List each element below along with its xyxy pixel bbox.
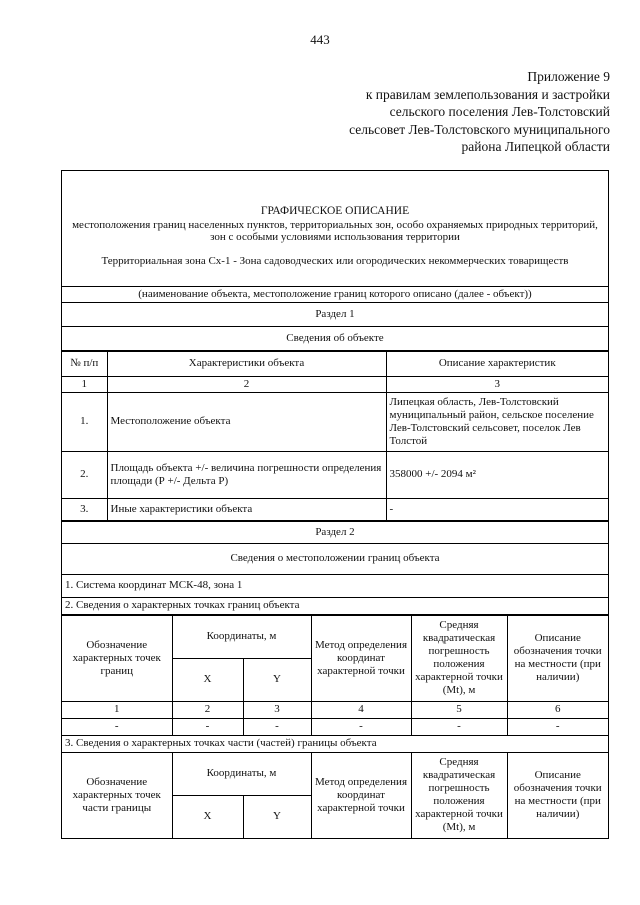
boundary-points-table <box>62 615 608 839</box>
col-header-error: Средняя квадратическая погрешность положения характерной точки (Mt), м <box>411 615 507 701</box>
col-index: 3 <box>386 376 608 392</box>
graphic-description-form <box>61 170 609 839</box>
table-row <box>62 498 608 520</box>
col-header-point-description: Описание обозначения точки на местности (при наличии) <box>507 752 608 838</box>
col-header-x: X <box>172 658 243 701</box>
row-number: 2. <box>62 451 107 498</box>
col-index: 6 <box>507 701 608 718</box>
coordinate-system: 1. Система координат МСК-48, зона 1 <box>62 574 608 597</box>
col-index: 4 <box>311 701 411 718</box>
row-description: 358000 +/- 2094 м² <box>386 451 608 498</box>
table-row <box>62 392 608 451</box>
col-header-method: Метод определения координат характерной точки <box>311 752 411 838</box>
empty-cell: - <box>172 718 243 735</box>
col-header-y: Y <box>243 795 311 838</box>
appendix-line: сельского поселения Лев-Толстовский <box>389 104 610 119</box>
col-index: 1 <box>62 701 172 718</box>
row-number: 1. <box>62 392 107 451</box>
col-index: 3 <box>243 701 311 718</box>
col-header-characteristic: Характеристики объекта <box>107 351 386 376</box>
object-caption: (наименование объекта, местоположение границ которого описано (далее - объект)) <box>62 286 608 302</box>
document-subtitle: местоположения границ населенных пунктов, территориальных зон, особо охраняемых природных территорий, зон с особыми условиями использования территории <box>72 218 598 244</box>
points-section-title: 2. Сведения о характерных точках границ объекта <box>62 597 608 614</box>
appendix-line: к правилам землепользования и застройки <box>365 86 610 102</box>
row-description: Липецкая область, Лев-Толстовский муниципальный район, сельское поселение Лев-Толстовский сельсовет, поселок Лев Толстой <box>386 392 608 451</box>
row-description: - <box>386 498 608 520</box>
col-header-y: Y <box>243 658 311 701</box>
appendix-line: района Липецкой области <box>461 139 610 154</box>
col-header-description: Описание характеристик <box>386 351 608 376</box>
empty-cell: - <box>62 718 172 735</box>
appendix-header <box>349 68 610 156</box>
col-index: 5 <box>411 701 507 718</box>
row-characteristic: Площадь объекта +/- величина погрешности определения площади (Р +/- Дельта Р) <box>107 451 386 498</box>
page-number: 443 <box>310 32 330 47</box>
document-header <box>62 171 608 286</box>
col-index: 2 <box>107 376 386 392</box>
col-header-error: Средняя квадратическая погрешность положения характерной точки (Mt), м <box>411 752 507 838</box>
row-number: 3. <box>62 498 107 520</box>
appendix-line: сельсовет Лев-Толстовского муниципального <box>349 121 610 137</box>
col-header-point-part: Обозначение характерных точек части границы <box>62 752 172 838</box>
section2-subtitle: Сведения о местоположении границ объекта <box>62 543 608 574</box>
col-header-point: Обозначение характерных точек границ <box>62 615 172 701</box>
empty-cell: - <box>243 718 311 735</box>
table-row <box>62 451 608 498</box>
document-title: ГРАФИЧЕСКОЕ ОПИСАНИЕ <box>260 204 410 217</box>
section1-title: Раздел 1 <box>62 302 608 326</box>
table-row <box>62 718 608 735</box>
col-index: 1 <box>62 376 107 392</box>
col-header-method: Метод определения координат характерной точки <box>311 615 411 701</box>
col-header-x: X <box>172 795 243 838</box>
appendix-line: Приложение 9 <box>527 69 610 84</box>
empty-cell: - <box>411 718 507 735</box>
col-header-coordinates: Координаты, м <box>172 752 311 795</box>
col-header-coordinates: Координаты, м <box>172 615 311 658</box>
object-info-table <box>62 351 608 521</box>
col-header-num: № п/п <box>62 351 107 376</box>
parts-section-title: 3. Сведения о характерных точках части (частей) границы объекта <box>62 735 608 752</box>
section2-title: Раздел 2 <box>62 521 608 543</box>
col-index: 2 <box>172 701 243 718</box>
row-characteristic: Иные характеристики объекта <box>107 498 386 520</box>
zone-name: Территориальная зона Сх-1 - Зона садоводческих или огородических некоммерческих товариществ <box>101 254 569 267</box>
header-table <box>62 171 608 351</box>
row-characteristic: Местоположение объекта <box>107 392 386 451</box>
col-header-point-description: Описание обозначения точки на местности (при наличии) <box>507 615 608 701</box>
empty-cell: - <box>311 718 411 735</box>
section2-header-table <box>62 521 608 615</box>
empty-cell: - <box>507 718 608 735</box>
section1-subtitle: Сведения об объекте <box>62 326 608 350</box>
